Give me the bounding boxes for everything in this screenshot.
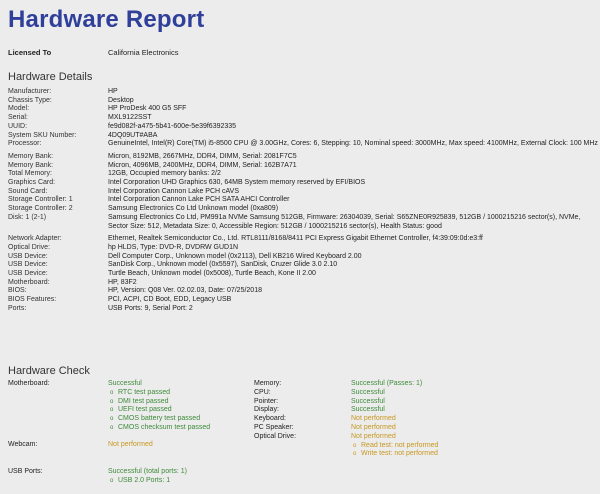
detail-label: Manufacturer: xyxy=(8,88,52,95)
detail-value: GenuineIntel, Intel(R) Core(TM) i5-8500 CPU @ 3.00GHz, Cores: 6, Stepping: 10, Nominal speed: 3000MHz, Max speed: 4100MHz, External Clock: 100 MHz xyxy=(108,140,598,148)
detail-value: PCI, ACPI, CD Boot, EDD, Legacy USB xyxy=(108,296,232,304)
licensed-to-value: California Electronics xyxy=(108,48,179,57)
check-label: Memory: xyxy=(254,380,282,387)
detail-value: HP, 83F2 xyxy=(108,278,137,286)
detail-value: SanDisk Corp., Unknown model (0x5597), SanDisk, Cruzer Glide 3.0 2.10 xyxy=(108,261,338,269)
detail-value: Intel Corporation Cannon Lake PCH cAVS xyxy=(108,187,239,195)
detail-row xyxy=(8,205,598,214)
check-motherboard xyxy=(8,380,258,433)
detail-label: Sound Card: xyxy=(8,187,48,195)
check-test-item: o CMOS checksum test passed xyxy=(108,424,210,433)
detail-row xyxy=(8,179,598,188)
check-webcam xyxy=(8,441,153,450)
detail-label: Graphics Card: xyxy=(8,179,56,187)
detail-label: Memory Bank: xyxy=(8,152,54,160)
check-keyboard xyxy=(254,415,594,424)
check-status: Successful xyxy=(351,406,385,414)
check-test-item: o DMI test passed xyxy=(108,398,210,407)
detail-value: Turtle Beach, Unknown model (0x5008), Turtle Beach, Kone II 2.00 xyxy=(108,270,316,278)
detail-value: USB Ports: 9, Serial Port: 2 xyxy=(108,304,193,312)
check-left-column xyxy=(8,380,258,484)
check-status: Successful (Passes: 1) xyxy=(351,380,423,387)
detail-value: Micron, 8192MB, 2667MHz, DDR4, DIMM, Serial: 2081F7C5 xyxy=(108,152,297,160)
detail-row xyxy=(8,287,598,296)
hardware-details-table xyxy=(8,88,598,314)
detail-label: Processor: xyxy=(8,140,42,148)
check-label: PC Speaker: xyxy=(254,423,294,431)
detail-value: Micron, 4096MB, 2400MHz, DDR4, DIMM, Serial: 162B7A71 xyxy=(108,161,297,169)
detail-row xyxy=(8,88,598,97)
detail-row xyxy=(8,140,598,149)
check-label: CPU: xyxy=(254,388,271,396)
detail-row xyxy=(8,196,598,205)
check-memory xyxy=(254,380,594,389)
detail-label: Model: xyxy=(8,105,30,113)
detail-label: Serial: xyxy=(8,114,28,122)
detail-row xyxy=(8,114,598,123)
detail-label: Motherboard: xyxy=(8,278,50,286)
detail-label: Total Memory: xyxy=(8,170,52,178)
detail-row xyxy=(8,305,598,314)
detail-value: hp HLDS, Type: DVD-R, DVDRW GUD1N xyxy=(108,243,239,251)
detail-label: Storage Controller: 1 xyxy=(8,196,73,204)
hardware-check-heading: Hardware Check xyxy=(8,365,90,377)
detail-row xyxy=(8,170,598,179)
check-test-item: o Read test: not performed xyxy=(351,442,438,451)
check-usb-ports xyxy=(8,468,187,486)
check-status: Not performed xyxy=(108,441,153,448)
check-status: Not performed xyxy=(351,423,396,431)
detail-value: 12GB, Occupied memory banks: 2/2 xyxy=(108,170,221,178)
detail-label: Network Adapter: xyxy=(8,235,62,243)
detail-value: HP ProDesk 400 G5 SFF xyxy=(108,105,187,113)
detail-label: BIOS: xyxy=(8,287,27,295)
check-label: Optical Drive: xyxy=(254,432,297,440)
check-test-item: o USB 2.0 Ports: 1 xyxy=(108,477,187,486)
detail-label: Chassis Type: xyxy=(8,96,52,104)
detail-row xyxy=(8,296,598,305)
detail-label: System SKU Number: xyxy=(8,131,77,139)
detail-label: USB Device: xyxy=(8,261,48,269)
detail-row xyxy=(8,153,598,162)
detail-value: Dell Computer Corp., Unknown model (0x2113), Dell KB216 Wired Keyboard 2.00 xyxy=(108,252,362,260)
detail-label: USB Device: xyxy=(8,252,48,260)
check-status: Successful (total ports: 1) xyxy=(108,468,187,475)
check-label: USB Ports: xyxy=(8,468,43,475)
detail-value: 4DQ09UT#ABA xyxy=(108,131,158,139)
detail-row xyxy=(8,132,598,141)
check-pc-speaker xyxy=(254,424,594,433)
licensed-to-label: Licensed To xyxy=(8,48,52,57)
detail-row xyxy=(8,244,598,253)
detail-value: MXL9122SST xyxy=(108,114,152,122)
check-label: Display: xyxy=(254,406,279,414)
check-display xyxy=(254,406,594,415)
detail-value: fe9d082f-a475-5b41-600e-5e39f6392335 xyxy=(108,122,237,130)
detail-row xyxy=(8,123,598,132)
detail-row xyxy=(8,188,598,197)
detail-label: Storage Controller: 2 xyxy=(8,205,73,213)
check-status: Successful xyxy=(351,388,385,396)
check-right-column xyxy=(254,380,594,459)
detail-row xyxy=(8,97,598,106)
check-status: Not performed xyxy=(351,432,396,440)
detail-label: Optical Drive: xyxy=(8,243,51,251)
detail-row xyxy=(8,214,598,231)
detail-label: Ports: xyxy=(8,304,27,312)
check-test-item: o CMOS battery test passed xyxy=(108,415,210,424)
detail-label: USB Device: xyxy=(8,270,48,278)
detail-label: UUID: xyxy=(8,122,28,130)
detail-row xyxy=(8,162,598,171)
check-label: Pointer: xyxy=(254,397,279,405)
check-cpu xyxy=(254,389,594,398)
check-optical-drive xyxy=(254,433,594,459)
detail-value: Intel Corporation UHD Graphics 630, 64MB System memory reserved by EFI/BIOS xyxy=(108,179,366,187)
detail-value: Samsung Electronics Co Ltd, PM991a NVMe Samsung 512GB, Firmware: 26304039, Serial: S65ZNE0R925839, 512GB / 1000215216 sector(s), NVMe, Sector Size: 512, Metadata Size: 0, Accessible Region: 512GB / 1000215216 sector(s), Health Status: good xyxy=(108,213,581,230)
detail-row xyxy=(8,105,598,114)
detail-label: Disk: 1 (2-1) xyxy=(8,213,47,221)
detail-value: HP, Version: Q08 Ver. 02.02.03, Date: 07/25/2018 xyxy=(108,287,262,295)
check-label: Motherboard: xyxy=(8,380,50,387)
check-test-item: o RTC test passed xyxy=(108,389,210,398)
check-test-item: o UEFI test passed xyxy=(108,406,210,415)
hardware-details-heading: Hardware Details xyxy=(8,71,93,83)
detail-value: Samsung Electronics Co Ltd Unknown model (0xa809) xyxy=(108,205,279,213)
check-status: Successful xyxy=(351,397,385,405)
detail-label: Memory Bank: xyxy=(8,161,54,169)
check-label: Keyboard: xyxy=(254,415,286,423)
detail-row xyxy=(8,279,598,288)
detail-label: BIOS Features: xyxy=(8,296,57,304)
detail-row xyxy=(8,235,598,244)
check-status: Successful xyxy=(108,380,142,387)
check-label: Webcam: xyxy=(8,441,38,448)
check-test-item: o Write test: not performed xyxy=(351,450,438,459)
check-pointer xyxy=(254,398,594,407)
detail-row xyxy=(8,253,598,262)
detail-value: Desktop xyxy=(108,96,134,104)
detail-value: Ethernet, Realtek Semiconductor Co., Ltd. RTL8111/8168/8411 PCI Express Gigabit Ethernet Controller, f4:39:09:0d:e3:ff xyxy=(108,235,483,243)
detail-value: HP xyxy=(108,88,118,95)
detail-value: Intel Corporation Cannon Lake PCH SATA AHCI Controller xyxy=(108,196,290,204)
check-status: Not performed xyxy=(351,415,396,423)
detail-row xyxy=(8,270,598,279)
detail-row xyxy=(8,261,598,270)
page-title: Hardware Report xyxy=(8,6,205,33)
